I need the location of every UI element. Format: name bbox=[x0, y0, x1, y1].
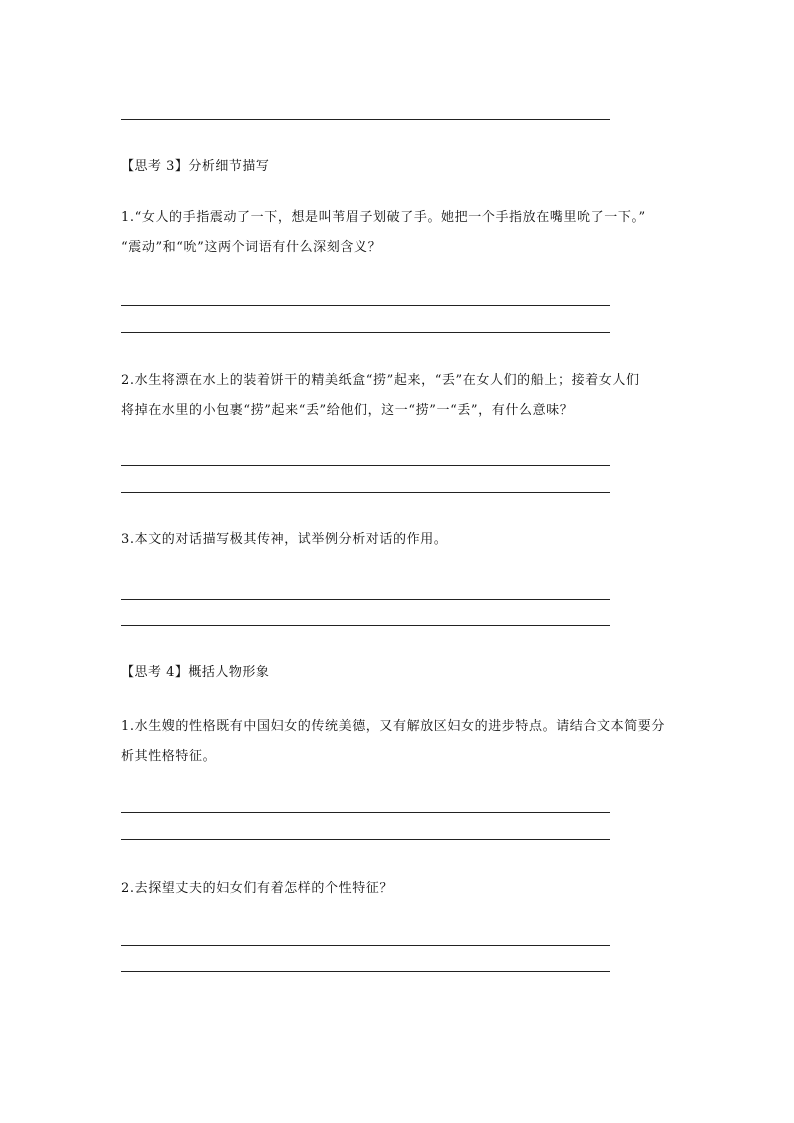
section-3-question-3 bbox=[121, 525, 681, 555]
answer-line bbox=[121, 945, 610, 946]
answer-line bbox=[121, 839, 610, 840]
section-3-question-2 bbox=[121, 366, 681, 426]
question-text-line: 1.“女人的手指震动了一下，想是叫苇眉子划破了手。她把一个手指放在嘴里吮了一下。” bbox=[121, 210, 646, 225]
answer-line bbox=[121, 971, 610, 972]
answer-line bbox=[121, 492, 610, 493]
section-4-question-1 bbox=[121, 712, 681, 772]
answer-line bbox=[121, 599, 610, 600]
question-text-line: 2.去探望丈夫的妇女们有着怎样的个性特征？ bbox=[121, 881, 394, 896]
section-3-question-1 bbox=[121, 203, 681, 263]
answer-line bbox=[121, 332, 610, 333]
answer-line bbox=[121, 119, 610, 120]
question-text-line: 将掉在水里的小包裹“捞”起来“丢”给他们，这一“捞”一“丢”，有什么意味？ bbox=[121, 403, 574, 418]
answer-line bbox=[121, 625, 610, 626]
section-3-heading: 【思考 3】分析细节描写 bbox=[121, 159, 270, 174]
answer-line bbox=[121, 812, 610, 813]
question-text-line: 3.本文的对话描写极其传神，试举例分析对话的作用。 bbox=[121, 532, 448, 547]
question-text-line: “震动”和“吮”这两个词语有什么深刻含义？ bbox=[121, 240, 382, 255]
question-text-line: 析其性格特征。 bbox=[121, 749, 217, 764]
answer-line bbox=[121, 305, 610, 306]
answer-line bbox=[121, 465, 610, 466]
section-4-heading: 【思考 4】概括人物形象 bbox=[121, 665, 270, 680]
question-text-line: 1.水生嫂的性格既有中国妇女的传统美德，又有解放区妇女的进步特点。请结合文本简要分 bbox=[121, 719, 666, 734]
section-4-question-2 bbox=[121, 874, 681, 904]
question-text-line: 2.水生将漂在水上的装着饼干的精美纸盒“捞”起来，“丢”在女人们的船上；接着女人们 bbox=[121, 373, 640, 388]
